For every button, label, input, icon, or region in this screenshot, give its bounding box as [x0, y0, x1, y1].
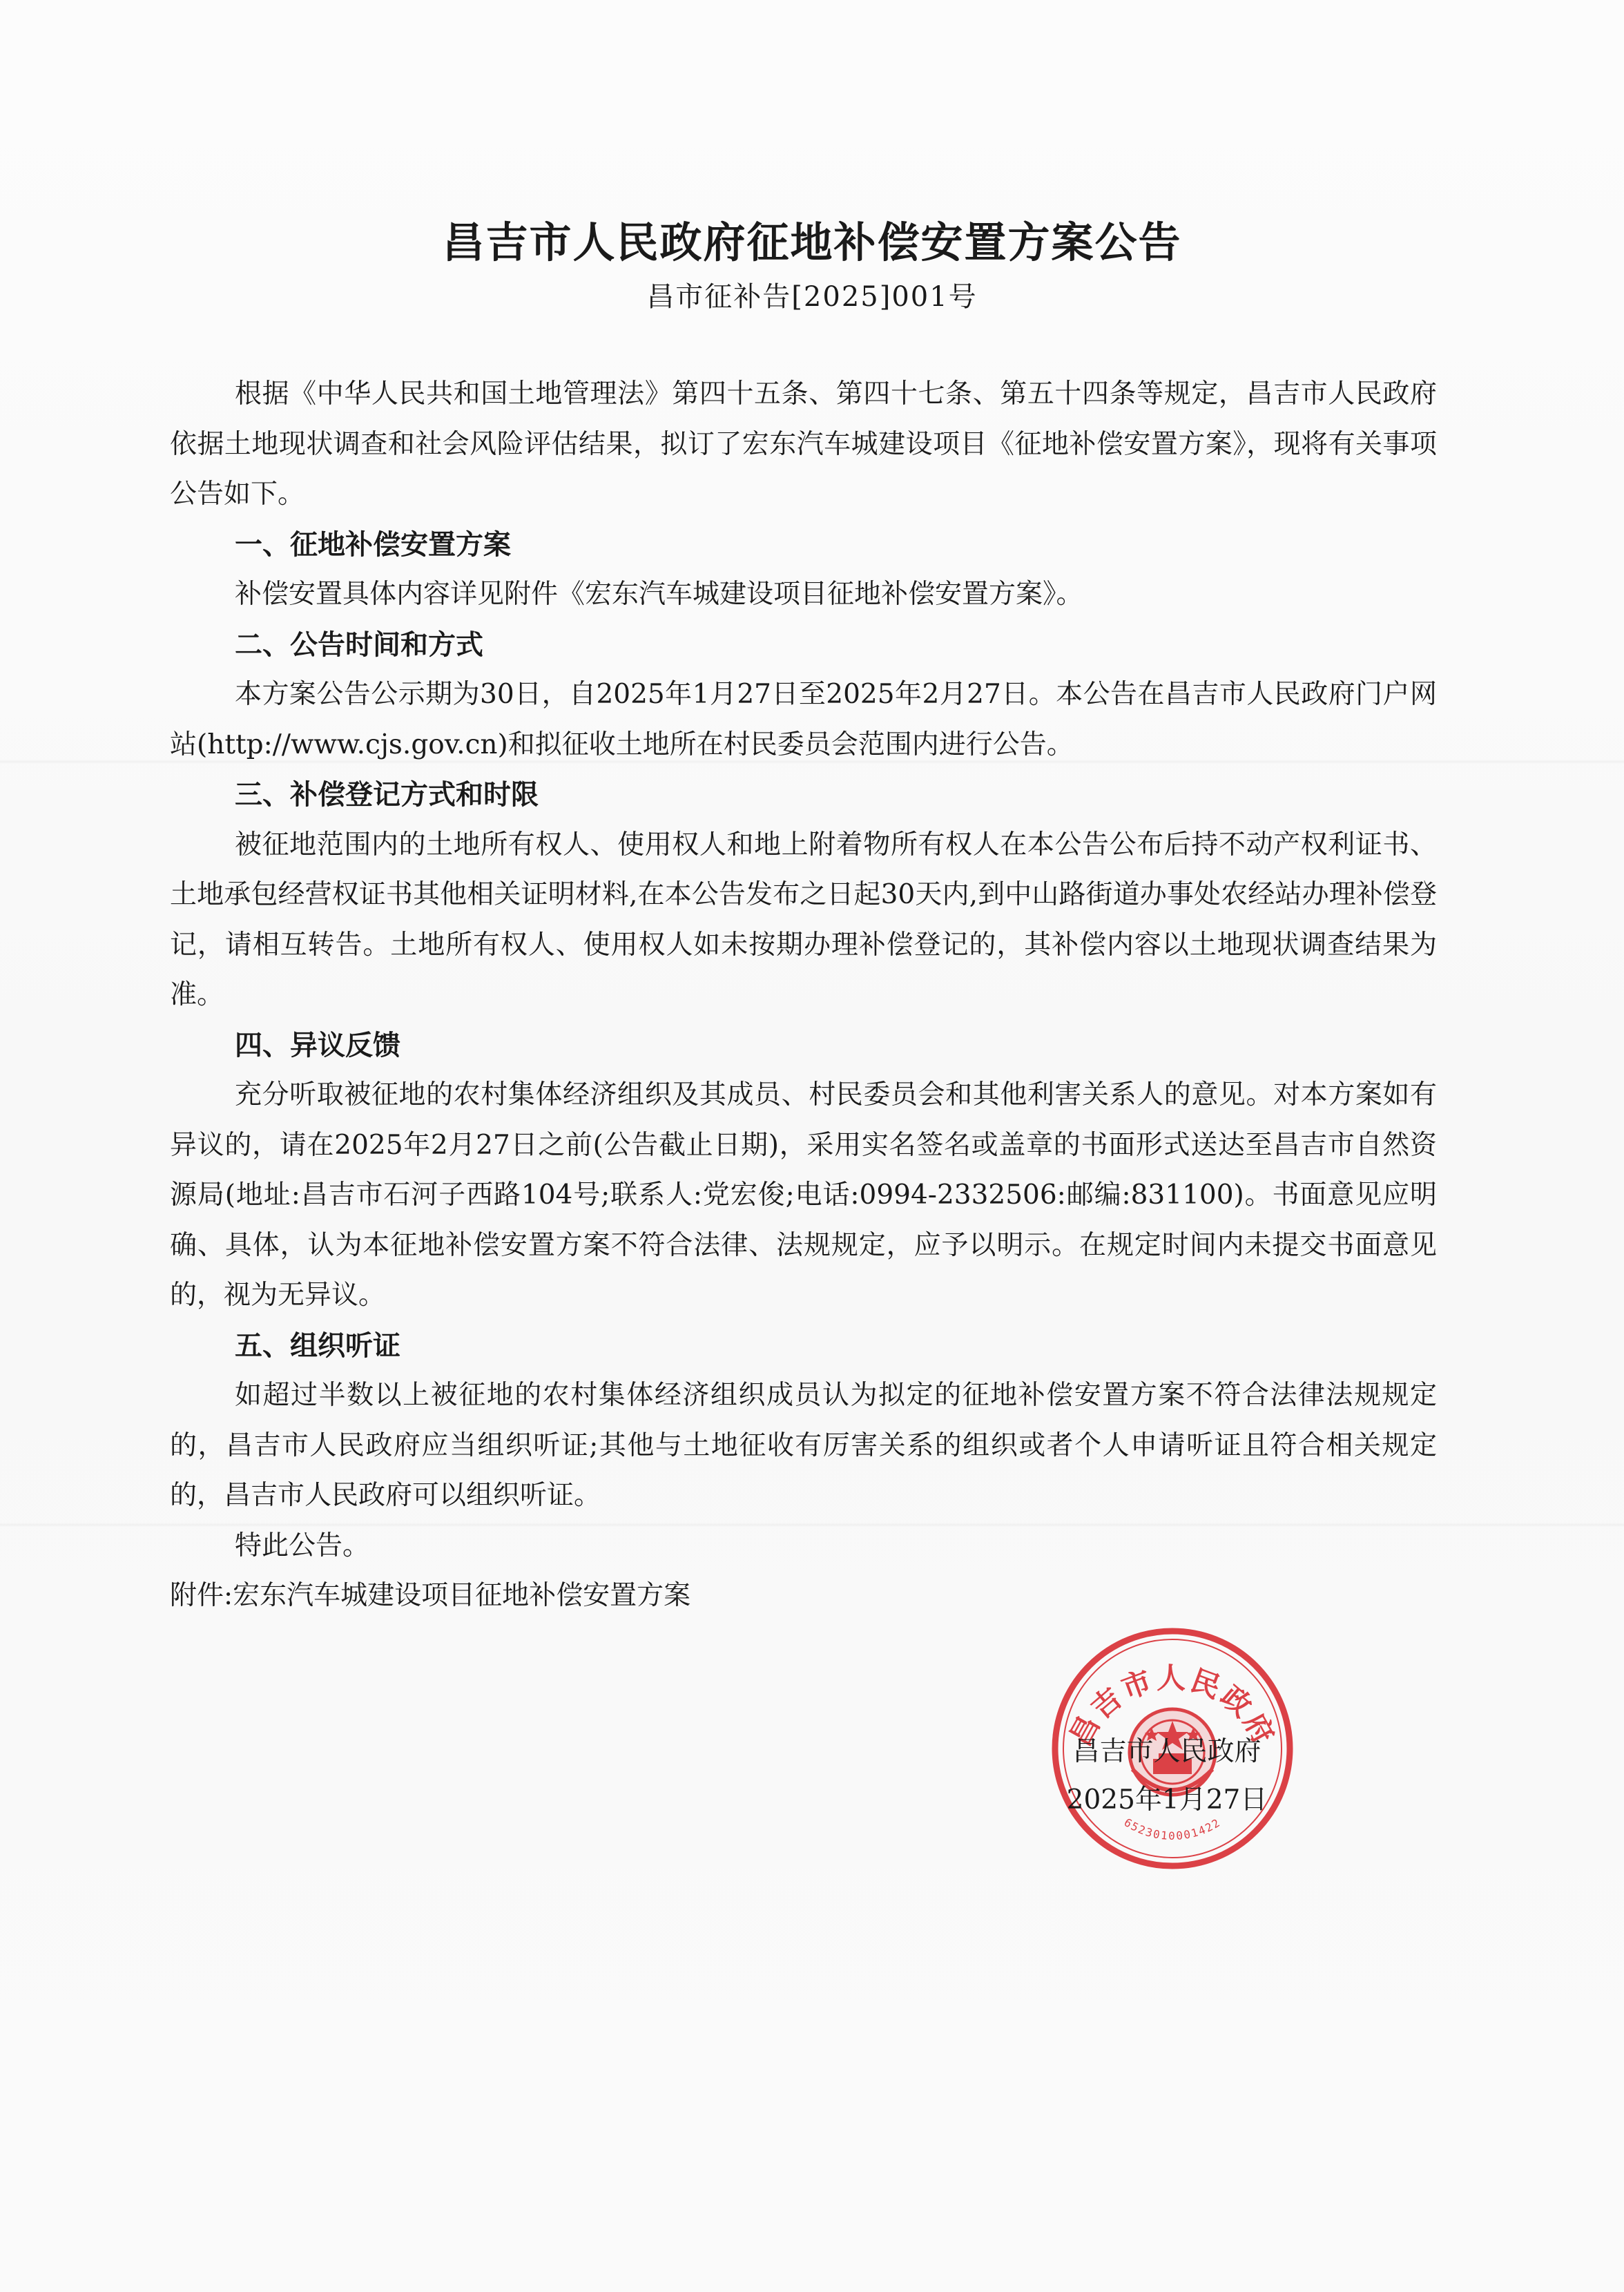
section-text: 本方案公告公示期为30日，自2025年1月27日至2025年2月27日。本公告在昌吉市人民政府门户网站(http://www.cjs.gov.cn)和拟征收土地所在村民委员会范围内进行公告。	[170, 679, 1437, 760]
section-text: 补偿安置具体内容详见附件《宏东汽车城建设项目征地补偿安置方案》。	[235, 579, 1083, 610]
section-heading: 二、公告时间和方式	[235, 628, 483, 661]
section-text: 充分听取被征地的农村集体经济组织及其成员、村民委员会和其他利害关系人的意见。对本方案如有异议的，请在2025年2月27日之前(公告截止日期)，采用实名签名或盖章的书面形式送达至昌吉市自然资源局(地址:昌吉市石河子西路104号;联系人:党宏俊;电话:0994-2332506:邮编:831100)。书面意见应明确、具体，认为本征地补偿安置方案不符合法律、法规规定，应予以明示。在规定时间内未提交书面意见的，视为无异议。	[170, 1079, 1437, 1311]
section-text: 被征地范围内的土地所有权人、使用权人和地上附着物所有权人在本公告公布后持不动产权利证书、土地承包经营权证书其他相关证明材料,在本公告发布之日起30天内,到中山路街道办事处农经站办理补偿登记，请相互转告。土地所有权人、使用权人如未按期办理补偿登记的，其补偿内容以土地现状调查结果为准。	[170, 829, 1437, 1010]
section-heading: 三、补偿登记方式和时限	[235, 779, 539, 811]
section-heading: 四、异议反馈	[235, 1029, 400, 1061]
document-number: 昌市征补告[2025]001号	[646, 281, 978, 313]
section-heading: 五、组织听证	[235, 1329, 400, 1362]
attachment-line: 附件:宏东汽车城建设项目征地补偿安置方案	[170, 1580, 691, 1611]
issuer-name: 昌吉市人民政府	[1072, 1736, 1262, 1767]
signature-block	[1036, 1728, 1298, 1824]
section-heading: 一、征地补偿安置方案	[235, 528, 511, 561]
section-text: 如超过半数以上被征地的农村集体经济组织成员认为拟定的征地补偿安置方案不符合法律法规规定的，昌吉市人民政府应当组织听证;其他与土地征收有厉害关系的组织或者个人申请听证且符合相关规定的，昌吉市人民政府可以组织听证。	[170, 1380, 1437, 1511]
seal-arc-text: 昌吉市人民政府	[1063, 1661, 1282, 1752]
seal-serial-text: 6523010001422	[1121, 1816, 1224, 1842]
closing-text: 特此公告。	[235, 1530, 370, 1561]
document-title: 昌吉市人民政府征地补偿安置方案公告	[442, 218, 1182, 267]
intro-paragraph: 根据《中华人民共和国土地管理法》第四十五条、第四十七条、第五十四条等规定，昌吉市人民政府依据土地现状调查和社会风险评估结果，拟订了宏东汽车城建设项目《征地补偿安置方案》，现将有关事项公告如下。	[170, 378, 1437, 510]
document-body	[170, 369, 1437, 1621]
issue-date: 2025年1月27日	[1066, 1784, 1268, 1816]
